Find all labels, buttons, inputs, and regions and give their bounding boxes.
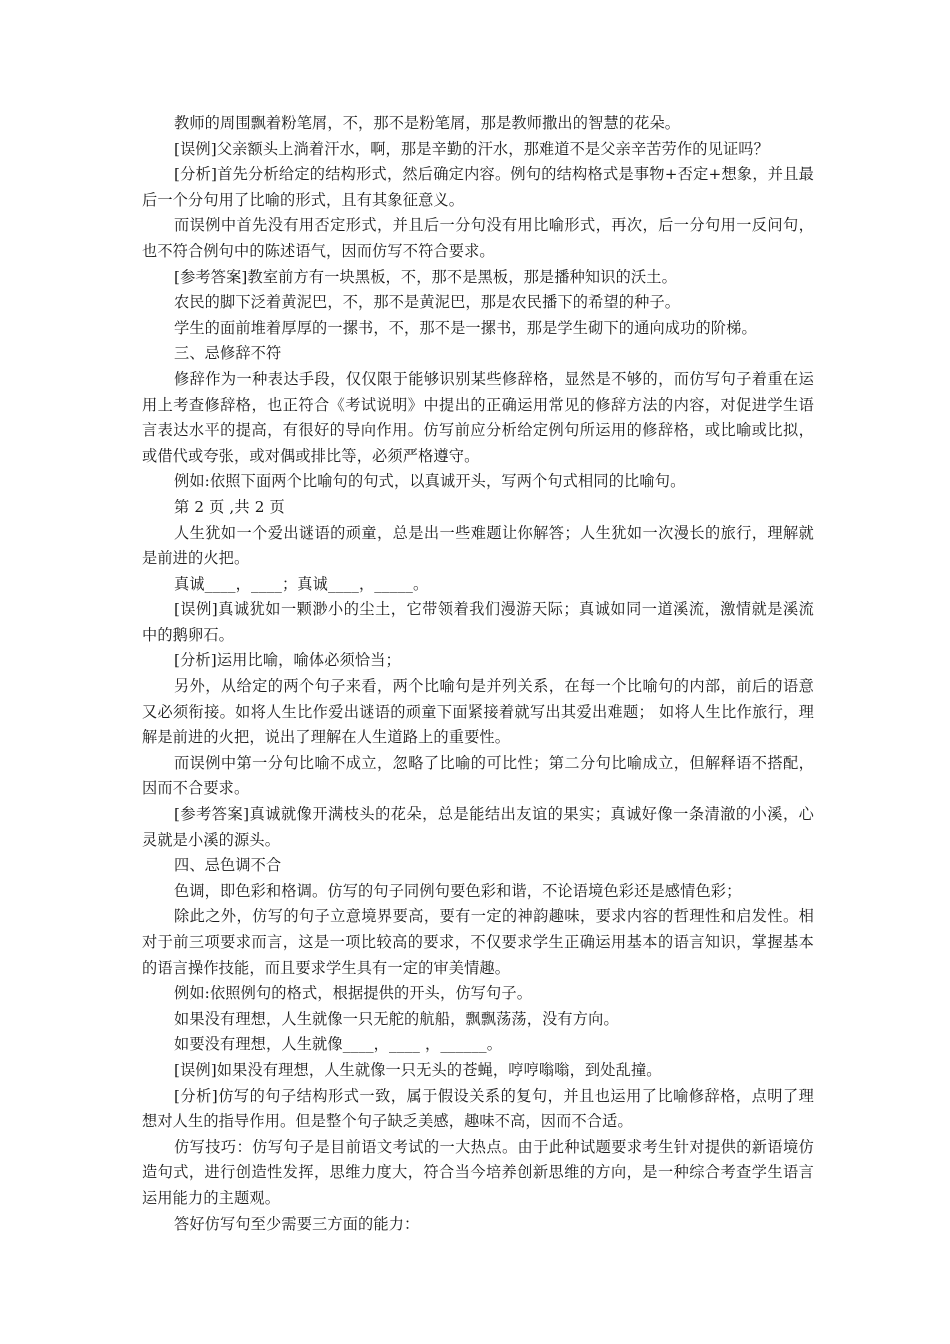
paragraph: [参考答案]真诚就像开满枝头的花朵，总是能结出友谊的果实；真诚好像一条清澈的小溪，心灵就是小溪的源头。 (142, 805, 814, 849)
paragraph: [误例]真诚犹如一颗渺小的尘土，它带领着我们漫游天际；真诚如同一道溪流，激情就是溪流中的鹅卵石。 (142, 600, 814, 644)
paragraph: 学生的面前堆着厚厚的一摞书，不，那不是一摞书，那是学生砌下的通向成功的阶梯。 (174, 318, 757, 337)
paragraph: 农民的脚下泛着黄泥巴，不，那不是黄泥巴，那是农民播下的希望的种子。 (174, 293, 681, 312)
paragraph: 色调，即色彩和格调。仿写的句子同例句要色彩和谐，不论语境色彩还是感情色彩； (174, 881, 742, 900)
section-heading: 三、忌修辞不符 (174, 344, 282, 363)
document-page (142, 111, 814, 1237)
paragraph: 答好仿写句至少需要三方面的能力： (174, 1214, 420, 1233)
paragraph: 人生犹如一个爱出谜语的顽童，总是出一些难题让你解答；人生犹如一次漫长的旅行，理解就是前进的火把。 (142, 523, 814, 568)
section-heading: 四、忌色调不合 (174, 856, 282, 875)
paragraph: 例如:依照例句的格式，根据提供的开头，仿写句子。 (174, 984, 533, 1003)
paragraph: [误例]父亲额头上淌着汗水，啊，那是辛勤的汗水，那难道不是父亲辛苦劳作的见证吗？ (174, 139, 769, 158)
paragraph: 如要没有理想，人生就像____，____ ，______。 (174, 1035, 503, 1054)
paragraph: 真诚____，____；真诚____，_____。 (174, 574, 429, 593)
paragraph: 教师的周围飘着粉笔屑，不，那不是粉笔屑，那是教师撒出的智慧的花朵。 (174, 114, 681, 132)
paragraph: 除此之外，仿写的句子立意境界要高，要有一定的神韵趣味，要求内容的哲理性和启发性。相对于前三项要求而言，这是一项比较高的要求，不仅要求学生正确运用基本的语言知识，掌握基本的语言操作技能，而且要求学生具有一定的审美情趣。 (142, 907, 814, 977)
page-number: 第 2 页 ,共 2 页 (174, 497, 285, 516)
paragraph: [参考答案]教室前方有一块黑板，不，那不是黑板，那是播种知识的沃土。 (174, 267, 677, 286)
paragraph: 如果没有理想，人生就像一只无舵的航船，飘飘荡荡，没有方向。 (174, 1009, 619, 1028)
paragraph: 修辞作为一种表达手段，仅仅限于能够识别某些修辞格，显然是不够的，而仿写句子着重在运用上考查修辞格，也正符合《考试说明》中提出的正确运用常见的修辞方法的内容，对促进学生语言表达水平的提高，有很好的导向作用。仿写前应分析给定例句所运用的修辞格，或比喻或比拟，或借代或夸张，或对偶或排比等，必须严格遵守。 (142, 369, 814, 465)
paragraph: 仿写技巧：仿写句子是目前语文考试的一大热点。由于此种试题要求考生针对提供的新语境仿造句式，进行创造性发挥，思维力度大，符合当今培养创新思维的方向，是一种综合考查学生语言运用能力的主题观。 (142, 1137, 814, 1207)
paragraph: 例如:依照下面两个比喻句的句式，以真诚开头，写两个句式相同的比喻句。 (174, 472, 686, 491)
paragraph: [分析]首先分析给定的结构形式，然后确定内容。例句的结构格式是事物+否定+想象，并且最后一个分句用了比喻的形式，且有其象征意义。 (142, 165, 814, 209)
paragraph: [分析]仿写的句子结构形式一致，属于假设关系的复句，并且也运用了比喻修辞格，点明了理想对人生的指导作用。但是整个句子缺乏美感，趣味不高，因而不合适。 (142, 1086, 814, 1131)
paragraph: 而误例中第一分句比喻不成立，忽略了比喻的可比性；第二分句比喻成立，但解释语不搭配，因而不合要求。 (142, 753, 814, 798)
paragraph: 另外，从给定的两个句子来看，两个比喻句是并列关系，在每一个比喻句的内部，前后的语意又必须衔接。如将人生比作爱出谜语的顽童下面紧接着就写出其爱出难题； 如将人生比作旅行，理解是前进的火把，说出了理解在人生道路上的重要性。 (142, 677, 814, 747)
paragraph: [误例]如果没有理想，人生就像一只无头的苍蝇，哼哼嗡嗡，到处乱撞。 (174, 1060, 662, 1079)
paragraph: [分析]运用比喻，喻体必须恰当； (174, 651, 401, 670)
paragraph: 而误例中首先没有用否定形式，并且后一分句没有用比喻形式，再次，后一分句用一反问句，也不符合例句中的陈述语气，因而仿写不符合要求。 (142, 216, 814, 260)
